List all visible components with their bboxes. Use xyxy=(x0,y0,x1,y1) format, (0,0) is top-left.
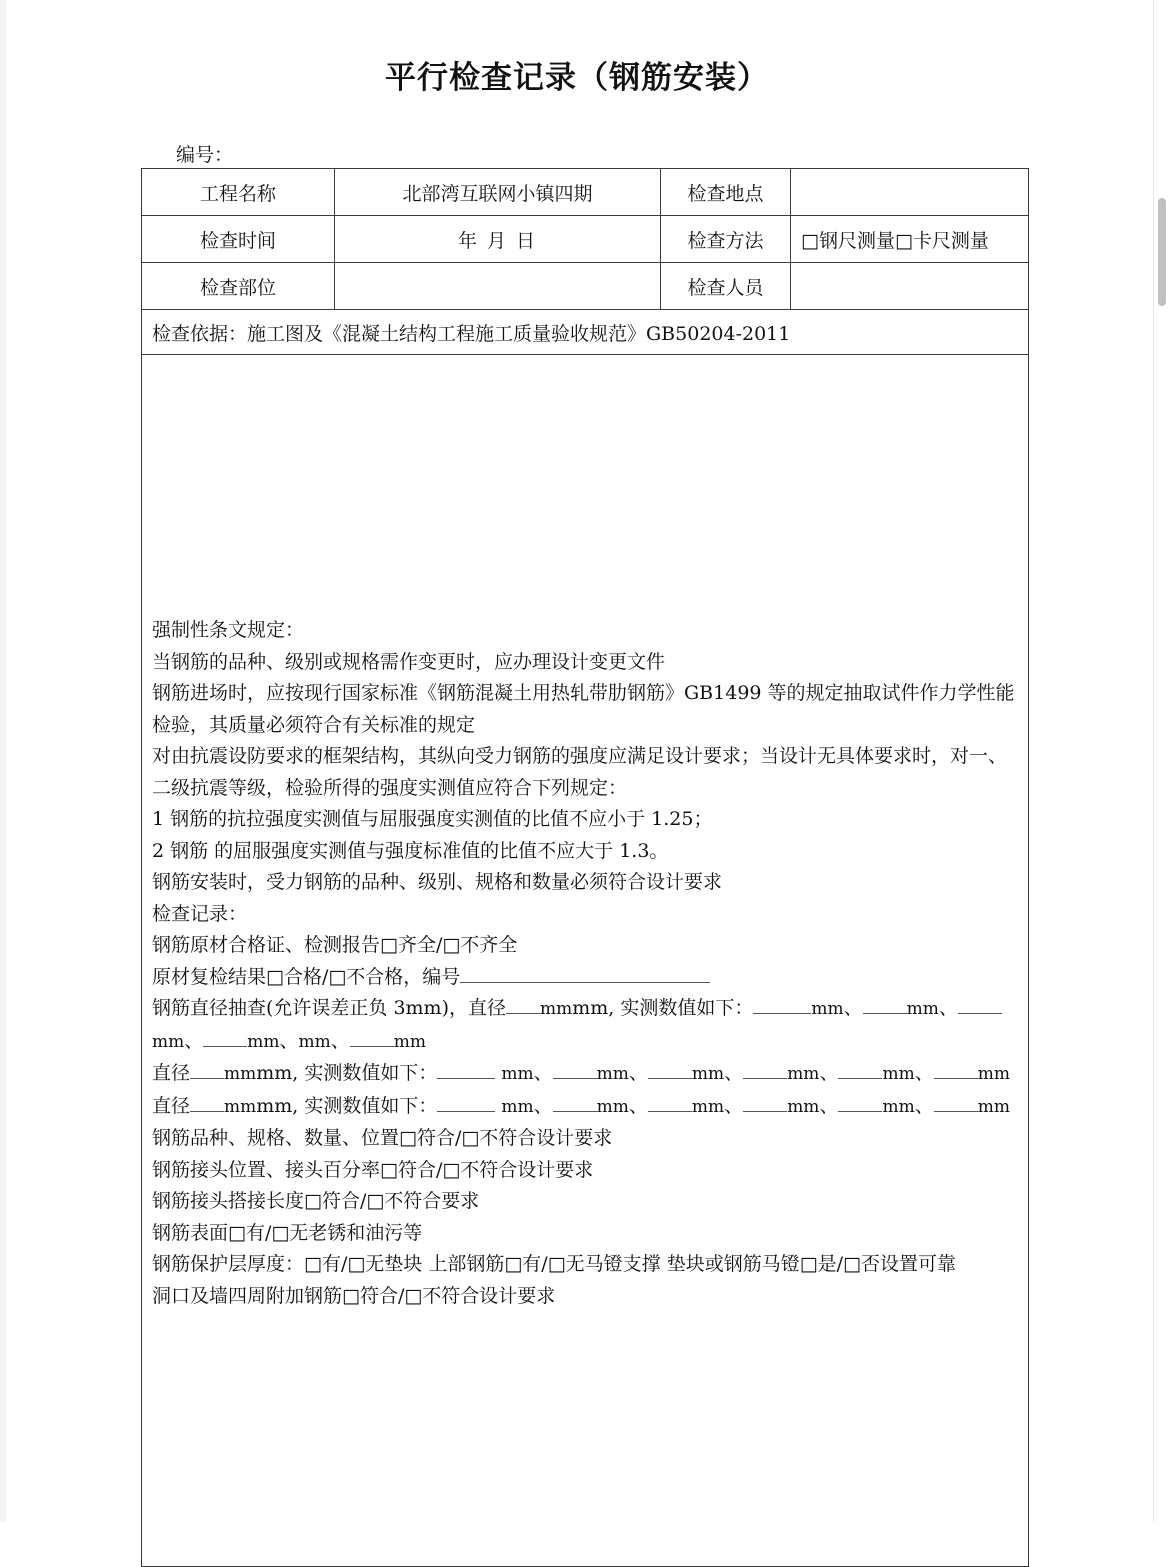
record-item-opening-reinforcement[interactable]: 洞口及墙四周附加钢筋□符合/□不符合设计要求 xyxy=(152,1284,556,1307)
r2-measure-blank-1[interactable] xyxy=(437,1111,495,1112)
measure-blank-3[interactable] xyxy=(958,1013,1002,1014)
inspection-basis-row: 检查依据：施工图及《混凝土结构工程施工质量验收规范》GB50204-2011 xyxy=(142,310,1029,355)
unit-mm-r2-0: mm xyxy=(224,1096,257,1117)
record-item-certificate[interactable]: 钢筋原材合格证、检测报告□齐全/□不齐全 xyxy=(152,934,518,956)
mandatory-heading: 强制性条文规定： xyxy=(152,619,305,641)
unit-mm-r1-3: mm xyxy=(691,1064,725,1084)
unit-mm-r2-4: mm xyxy=(787,1096,820,1117)
inspection-record-table xyxy=(141,168,1029,1567)
diameter-row-1-label: 直径 xyxy=(152,1062,191,1084)
mandatory-line-3: 对由抗震设防要求的框架结构，其纵向受力钢筋的强度应满足设计要求；当设计无具体要求时，对一、二级抗震等级，检验所得的强度实测值应符合下列规定： xyxy=(152,745,1008,799)
r2-measure-blank-5[interactable] xyxy=(838,1111,882,1112)
unit-mm-r1-5: mm xyxy=(882,1064,915,1084)
field-label-inspector: 检查人员 xyxy=(661,263,791,310)
unit-mm-r2-5: mm xyxy=(882,1096,915,1117)
record-check-item-4[interactable]: 钢筋表面□有/□无老锈和油污等 xyxy=(152,1221,423,1244)
diameter-sampling-label: 钢筋直径抽查(允许误差正负 3mm)，直径 xyxy=(152,997,506,1019)
field-value-inspection-part[interactable] xyxy=(335,263,661,310)
table-row xyxy=(142,355,1029,1567)
record-heading: 检查记录： xyxy=(152,902,248,925)
unit-mm-r1-2: mm xyxy=(596,1064,629,1084)
diameter-blank[interactable] xyxy=(506,1013,540,1014)
serial-number-label: 编号： xyxy=(176,144,234,166)
table-row xyxy=(142,216,1029,263)
r1-sep-5: 、 xyxy=(914,1062,934,1084)
unit-mm-r1-1: mm xyxy=(501,1064,534,1084)
unit-mm-r2-6: mm xyxy=(977,1096,1010,1117)
diameter-sampling-mid: mm, 实测数值如下： xyxy=(572,997,754,1019)
record-item-retest-label: 原材复检结果□合格/□不合格，编号 xyxy=(152,965,461,988)
unit-mm-r1-6: mm xyxy=(977,1064,1010,1084)
field-value-inspection-time[interactable]: 年 月 日 xyxy=(335,216,661,263)
field-value-inspection-method[interactable]: □钢尺测量□卡尺测量 xyxy=(791,216,1029,263)
field-value-project-name[interactable]: 北部湾互联网小镇四期 xyxy=(335,169,661,216)
unit-mm-r1-4: mm xyxy=(787,1064,820,1084)
measure-blank-4[interactable] xyxy=(203,1046,247,1047)
sep-1: 、 xyxy=(843,997,863,1019)
unit-mm-r2-3: mm xyxy=(691,1096,725,1117)
diameter-row-1-blank[interactable] xyxy=(190,1078,224,1079)
r1-sep-3: 、 xyxy=(724,1062,744,1084)
mandatory-line-2: 钢筋进场时，应按现行国家标准《钢筋混凝土用热轧带肋钢筋》GB1499 等的规定抽取试件作力学性能检验，其质量必须符合有关标准的规定 xyxy=(152,682,1015,736)
sep-2: 、 xyxy=(938,997,958,1019)
measure-blank-2[interactable] xyxy=(863,1013,907,1014)
r2-measure-blank-3[interactable] xyxy=(648,1111,692,1112)
record-check-item-3[interactable]: 钢筋接头搭接长度□符合/□不符合要求 xyxy=(152,1190,480,1212)
diameter-row-1-mid: mm, 实测数值如下： xyxy=(256,1062,438,1084)
r1-sep-1: 、 xyxy=(533,1062,553,1084)
unit-mm-2: mm xyxy=(906,999,939,1019)
record-item-cover-layer[interactable]: 钢筋保护层厚度：□有/□无垫块 上部钢筋□有/□无马镫支撑 垫块或钢筋马镫□是/□否设置可靠 xyxy=(152,1253,956,1275)
vertical-scrollbar[interactable] xyxy=(1153,0,1170,1522)
record-item-diameter-row-2[interactable] xyxy=(152,1091,1018,1124)
retest-number-blank[interactable] xyxy=(460,982,710,983)
r1-measure-blank-4[interactable] xyxy=(743,1078,787,1079)
unit-mm-1: mm xyxy=(811,999,844,1019)
table-row xyxy=(142,169,1029,216)
diameter-row-2-blank[interactable] xyxy=(190,1111,224,1112)
r2-sep-2: 、 xyxy=(628,1094,648,1117)
r1-measure-blank-6[interactable] xyxy=(934,1078,978,1079)
r2-sep-4: 、 xyxy=(819,1094,839,1117)
r2-measure-blank-2[interactable] xyxy=(553,1111,597,1112)
measure-blank-5[interactable] xyxy=(350,1046,394,1047)
r2-sep-3: 、 xyxy=(724,1094,744,1117)
mandatory-line-1: 当钢筋的品种、级别或规格需作变更时，应办理设计变更文件 xyxy=(152,650,666,673)
sep-4: 、 xyxy=(279,1029,299,1052)
unit-mm-5: mm xyxy=(298,1031,331,1052)
diameter-row-2-label: 直径 xyxy=(152,1094,191,1117)
field-label-project-name: 工程名称 xyxy=(142,169,335,216)
unit-mm-6: mm xyxy=(393,1031,427,1052)
record-item-retest[interactable] xyxy=(152,962,1018,994)
sep-3: 、 xyxy=(184,1029,204,1052)
unit-mm-4: mm xyxy=(247,1031,280,1052)
record-item-diameter-sampling[interactable] xyxy=(152,993,1018,1058)
unit-mm-r2-2: mm xyxy=(596,1096,629,1117)
field-value-inspector[interactable] xyxy=(791,263,1029,310)
field-label-inspection-part: 检查部位 xyxy=(142,263,335,310)
record-check-item-2[interactable]: 钢筋接头位置、接头百分率□符合/□不符合设计要求 xyxy=(152,1158,594,1181)
measure-blank-1[interactable] xyxy=(753,1013,811,1014)
record-check-item-1[interactable]: 钢筋品种、规格、数量、位置□符合/□不符合设计要求 xyxy=(152,1127,613,1149)
r1-measure-blank-3[interactable] xyxy=(648,1078,692,1079)
mandatory-line-4: 1 钢筋的抗拉强度实测值与屈服强度实测值的比值不应小于 1.25； xyxy=(152,808,713,830)
vertical-scroll-thumb[interactable] xyxy=(1158,198,1166,306)
mandatory-line-5: 2 钢筋 的屈服强度实测值与强度标准值的比值不应大于 1.3。 xyxy=(152,839,669,862)
unit-mm-0: mm xyxy=(540,999,573,1019)
sep-5: 、 xyxy=(330,1029,350,1052)
record-item-diameter-row-1[interactable] xyxy=(152,1058,1018,1091)
inspection-body-cell xyxy=(142,355,1029,1567)
r2-measure-blank-6[interactable] xyxy=(934,1111,978,1112)
unit-mm-r2-1: mm xyxy=(501,1096,534,1117)
mandatory-line-6: 钢筋安装时，受力钢筋的品种、级别、规格和数量必须符合设计要求 xyxy=(152,871,723,893)
unit-mm-3: mm xyxy=(152,1031,185,1052)
field-label-inspection-time: 检查时间 xyxy=(142,216,335,263)
diameter-row-2-mid: mm, 实测数值如下： xyxy=(256,1094,438,1117)
r1-measure-blank-1[interactable] xyxy=(437,1078,495,1079)
r1-measure-blank-5[interactable] xyxy=(838,1078,882,1079)
page-title: 平行检查记录（钢筋安装） xyxy=(385,60,769,96)
unit-mm-r1-0: mm xyxy=(224,1064,257,1084)
r2-sep-1: 、 xyxy=(533,1094,553,1117)
field-label-inspection-location: 检查地点 xyxy=(661,169,791,216)
table-row xyxy=(142,310,1029,355)
r1-sep-2: 、 xyxy=(628,1062,648,1084)
field-label-inspection-method: 检查方法 xyxy=(661,216,791,263)
r2-measure-blank-4[interactable] xyxy=(743,1111,787,1112)
table-row xyxy=(142,263,1029,310)
r1-sep-4: 、 xyxy=(819,1062,839,1084)
field-value-inspection-location[interactable] xyxy=(791,169,1029,216)
r2-sep-5: 、 xyxy=(914,1094,934,1117)
r1-measure-blank-2[interactable] xyxy=(553,1078,597,1079)
